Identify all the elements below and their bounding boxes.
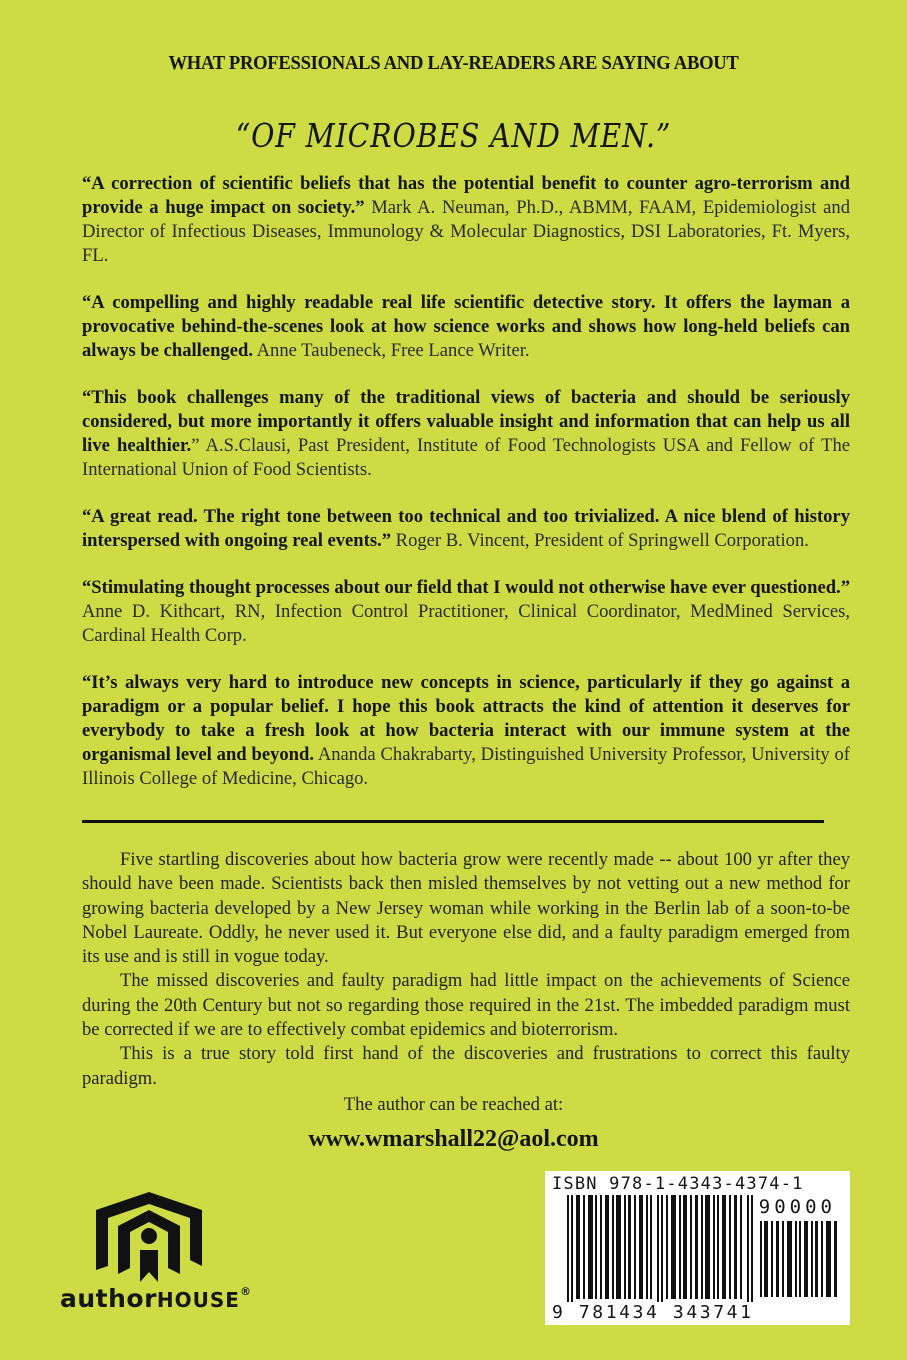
testimonial	[82, 291, 850, 363]
book-blurb	[82, 848, 850, 1091]
testimonial	[82, 576, 850, 648]
testimonial-quote: “It’s always very hard to introduce new concepts in science, particularly if they go against a paradigm or a popular belief. I hope this book attracts the kind of attention it deserves for everybody to take a fresh look at how bacteria interact with our immune system at the organismal level and beyond.	[82, 672, 850, 765]
testimonial-attribution: ” A.S.Clausi, Past President, Institute of Food Technologists USA and Fellow of The International Union of Food Scientists.	[82, 435, 850, 480]
testimonial-attribution: Anne D. Kithcart, RN, Infection Control Practitioner, Clinical Coordinator, MedMined Services, Cardinal Health Corp.	[82, 601, 850, 646]
blurb-paragraph: This is a true story told first hand of the discoveries and frustrations to correct this faulty paradigm.	[82, 1043, 850, 1089]
testimonial-quote: “This book challenges many of the traditional views of bacteria and should be seriously considered, but more importantly it offers valuable insight and information that can help us all live healthier.	[82, 387, 850, 456]
blurb-paragraph: Five startling discoveries about how bacteria grow were recently made -- about 100 yr after they should have been made. Scientists back then misled themselves by not vetting out a new method for growing bacteria developed by a New Jersey woman while working in the Berlin lab of a soon-to-be Nobel Laureate. Oddly, he never used it. But everyone else did, and a faulty paradigm emerged from its use and is still in vogue today.	[82, 849, 850, 968]
ean-barcode-bars	[567, 1195, 757, 1313]
publisher-name: authorHOUSE®	[60, 1284, 252, 1313]
authorhouse-logo-icon	[88, 1188, 210, 1286]
review-heading: WHAT PROFESSIONALS AND LAY-READERS ARE SAYING ABOUT	[168, 52, 739, 74]
testimonial	[82, 172, 850, 268]
testimonial	[82, 671, 850, 791]
blurb-paragraph: The missed discoveries and faulty paradigm had little impact on the achievements of Science during the 20th Century but not so regarding those required in the 21st. The imbedded paradigm must be corrected if we are to effectively combat epidemics and bioterrorism.	[82, 970, 850, 1041]
testimonial-quote: “A compelling and highly readable real life scientific detective story. It offers the layman a provocative behind-the-scenes look at how science works and shows how long-held beliefs can always be challenged.	[82, 292, 850, 361]
testimonials-list	[82, 172, 850, 814]
ean-digits: 9 781434 343741	[552, 1302, 754, 1323]
testimonial-quote: “Stimulating thought processes about our field that I would not otherwise have ever questioned.”	[82, 577, 850, 598]
publisher-logo	[60, 1188, 300, 1318]
contact-email: www.wmarshall22@aol.com	[308, 1126, 599, 1152]
testimonial	[82, 386, 850, 482]
testimonial-quote: “A correction of scientific beliefs that has the potential benefit to counter agro-terrorism and provide a huge impact on society.”	[82, 173, 850, 218]
price-code: 90000	[758, 1196, 836, 1218]
isbn-barcode	[545, 1171, 850, 1325]
isbn-label: ISBN 978-1-4343-4374-1	[552, 1174, 804, 1194]
addon-barcode-bars	[760, 1221, 838, 1297]
testimonial-attribution: Roger B. Vincent, President of Springwell Corporation.	[391, 530, 809, 551]
testimonial-attribution: Anne Taubeneck, Free Lance Writer.	[252, 340, 530, 361]
contact-label: The author can be reached at:	[343, 1094, 564, 1115]
testimonial-attribution: Mark A. Neuman, Ph.D., ABMM, FAAM, Epidemiologist and Director of Infectious Diseases, Immunology & Molecular Diagnostics, DSI Laboratories, Ft. Myers, FL.	[82, 197, 850, 266]
section-divider	[82, 820, 824, 823]
testimonial-quote: “A great read. The right tone between too technical and too trivialized. A nice blend of history interspersed with ongoing real events.”	[82, 506, 850, 551]
book-title: “OF MICROBES AND MEN.”	[235, 116, 672, 155]
testimonial-attribution: Ananda Chakrabarty, Distinguished University Professor, University of Illinois College of Medicine, Chicago.	[82, 744, 850, 789]
testimonial	[82, 505, 850, 553]
